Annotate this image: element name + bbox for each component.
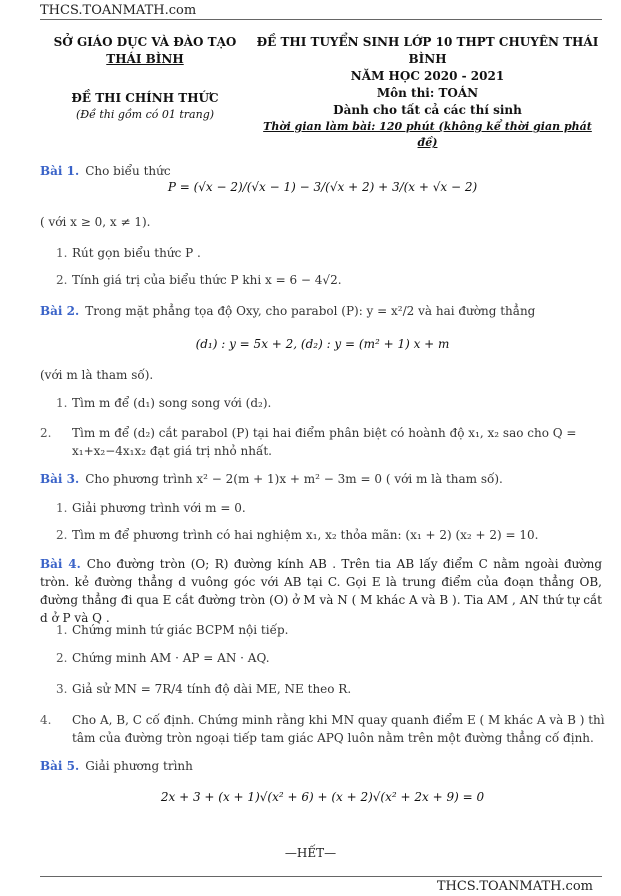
- problem-2-label: Bài 2.: [40, 304, 80, 318]
- problem-1: [40, 164, 171, 178]
- problem-5-intro: Giải phương trình: [85, 759, 193, 773]
- problem-3-intro: Cho phương trình x² − 2(m + 1)x + m² − 3m = 0 ( với m là tham số).: [85, 472, 503, 486]
- page-count: (Đề thi gồm có 01 trang): [75, 108, 215, 121]
- province: THÁI BÌNH: [106, 52, 184, 66]
- problem-4-item-2: 2. Chứng minh AM · AP = AN · AQ.: [56, 651, 270, 665]
- exam-title: ĐỀ THI TUYỂN SINH LỚP 10 THPT CHUYÊN THÁI BÌNH: [256, 35, 599, 66]
- subject: Môn thi: TOÁN: [376, 86, 479, 100]
- end-mark: —HẾT—: [284, 846, 337, 860]
- problem-2-item-1: 1. Tìm m để (d₁) song song với (d₂).: [56, 396, 272, 410]
- problem-3: [40, 472, 503, 486]
- problem-4-item-4: 4. Cho A, B, C cố định. Chứng minh rằng khi MN quay quanh điểm E ( M khác A và B ) thì tâm của đường tròn ngoại tiếp tam giác APQ luôn nằm trên một đường thẳng cố định.: [40, 713, 605, 745]
- problem-3-item-1: 1. Giải phương trình với m = 0.: [56, 501, 246, 515]
- time-limit: Thời gian làm bài: 120 phút (không kể thời gian phát đề): [263, 120, 592, 149]
- official-label: ĐỀ THI CHÍNH THỨC: [71, 91, 219, 105]
- audience: Dành cho tất cả các thí sinh: [333, 103, 522, 117]
- problem-1-item-2: 2. Tính giá trị của biểu thức P khi x = 6 − 4√2.: [56, 273, 342, 287]
- problem-1-formula: [40, 180, 605, 194]
- problem-1-item-1: 1. Rút gọn biểu thức P .: [56, 246, 201, 260]
- problem-2-formula: (d₁) : y = 5x + 2, (d₂) : y = (m² + 1) x + m: [195, 337, 450, 351]
- header-left: [45, 34, 245, 123]
- department: SỞ GIÁO DỤC VÀ ĐÀO TẠO: [53, 35, 237, 49]
- problem-2: [40, 304, 535, 318]
- problem-2-intro: Trong mặt phẳng tọa độ Oxy, cho parabol (P): y = x²/2 và hai đường thẳng: [85, 304, 536, 318]
- problem-1-condition: ( với x ≥ 0, x ≠ 1).: [40, 215, 151, 229]
- problem-4-item-1: 1. Chứng minh tứ giác BCPM nội tiếp.: [56, 623, 289, 637]
- problem-4-intro: Cho đường tròn (O; R) đường kính AB . Trên tia AB lấy điểm C nằm ngoài đường tròn. kẻ đường thẳng d vuông góc với AB tại C. Gọi E là trung điểm của đoạn thẳng OB, đường thẳng đi qua E cắt đường tròn (O) ở M và N ( M khác A và B ). Tia AM , AN thứ tự cắt d ở P và Q .: [40, 557, 603, 625]
- problem-1-intro: Cho biểu thức: [85, 164, 171, 178]
- site-bottom: THCS.TOANMATH.com: [436, 879, 593, 894]
- problem-1-formula-text: P = (√x − 2)/(√x − 1) − 3/(√x + 2) + 3/(x + √x − 2): [167, 180, 478, 194]
- problem-1-label: Bài 1.: [40, 164, 80, 178]
- problem-5: [40, 759, 193, 773]
- top-rule: [40, 19, 602, 20]
- school-year: NĂM HỌC 2020 - 2021: [350, 69, 505, 83]
- problem-3-item-2: 2. Tìm m để phương trình có hai nghiệm x₁, x₂ thỏa mãn: (x₁ + 2) (x₂ + 2) = 10.: [56, 528, 539, 542]
- site-top: THCS.TOANMATH.com: [40, 3, 197, 18]
- problem-5-label: Bài 5.: [40, 759, 80, 773]
- problem-3-label: Bài 3.: [40, 472, 80, 486]
- problem-4: [40, 555, 602, 627]
- problem-2-item-2: 2. Tìm m để (d₂) cắt parabol (P) tại hai điểm phân biệt có hoành độ x₁, x₂ sao cho Q = x₁+x₂−4x₁x₂ đạt giá trị nhỏ nhất.: [40, 426, 577, 458]
- problem-4-item-3: 3. Giả sử MN = 7R/4 tính độ dài ME, NE theo R.: [56, 682, 352, 696]
- header-right: [255, 34, 600, 151]
- problem-5-formula: 2x + 3 + (x + 1)√(x² + 6) + (x + 2)√(x² + 2x + 9) = 0: [160, 790, 485, 804]
- problem-4-label: Bài 4.: [40, 557, 81, 571]
- bottom-rule: [40, 876, 602, 877]
- problem-2-condition: (với m là tham số).: [40, 368, 154, 382]
